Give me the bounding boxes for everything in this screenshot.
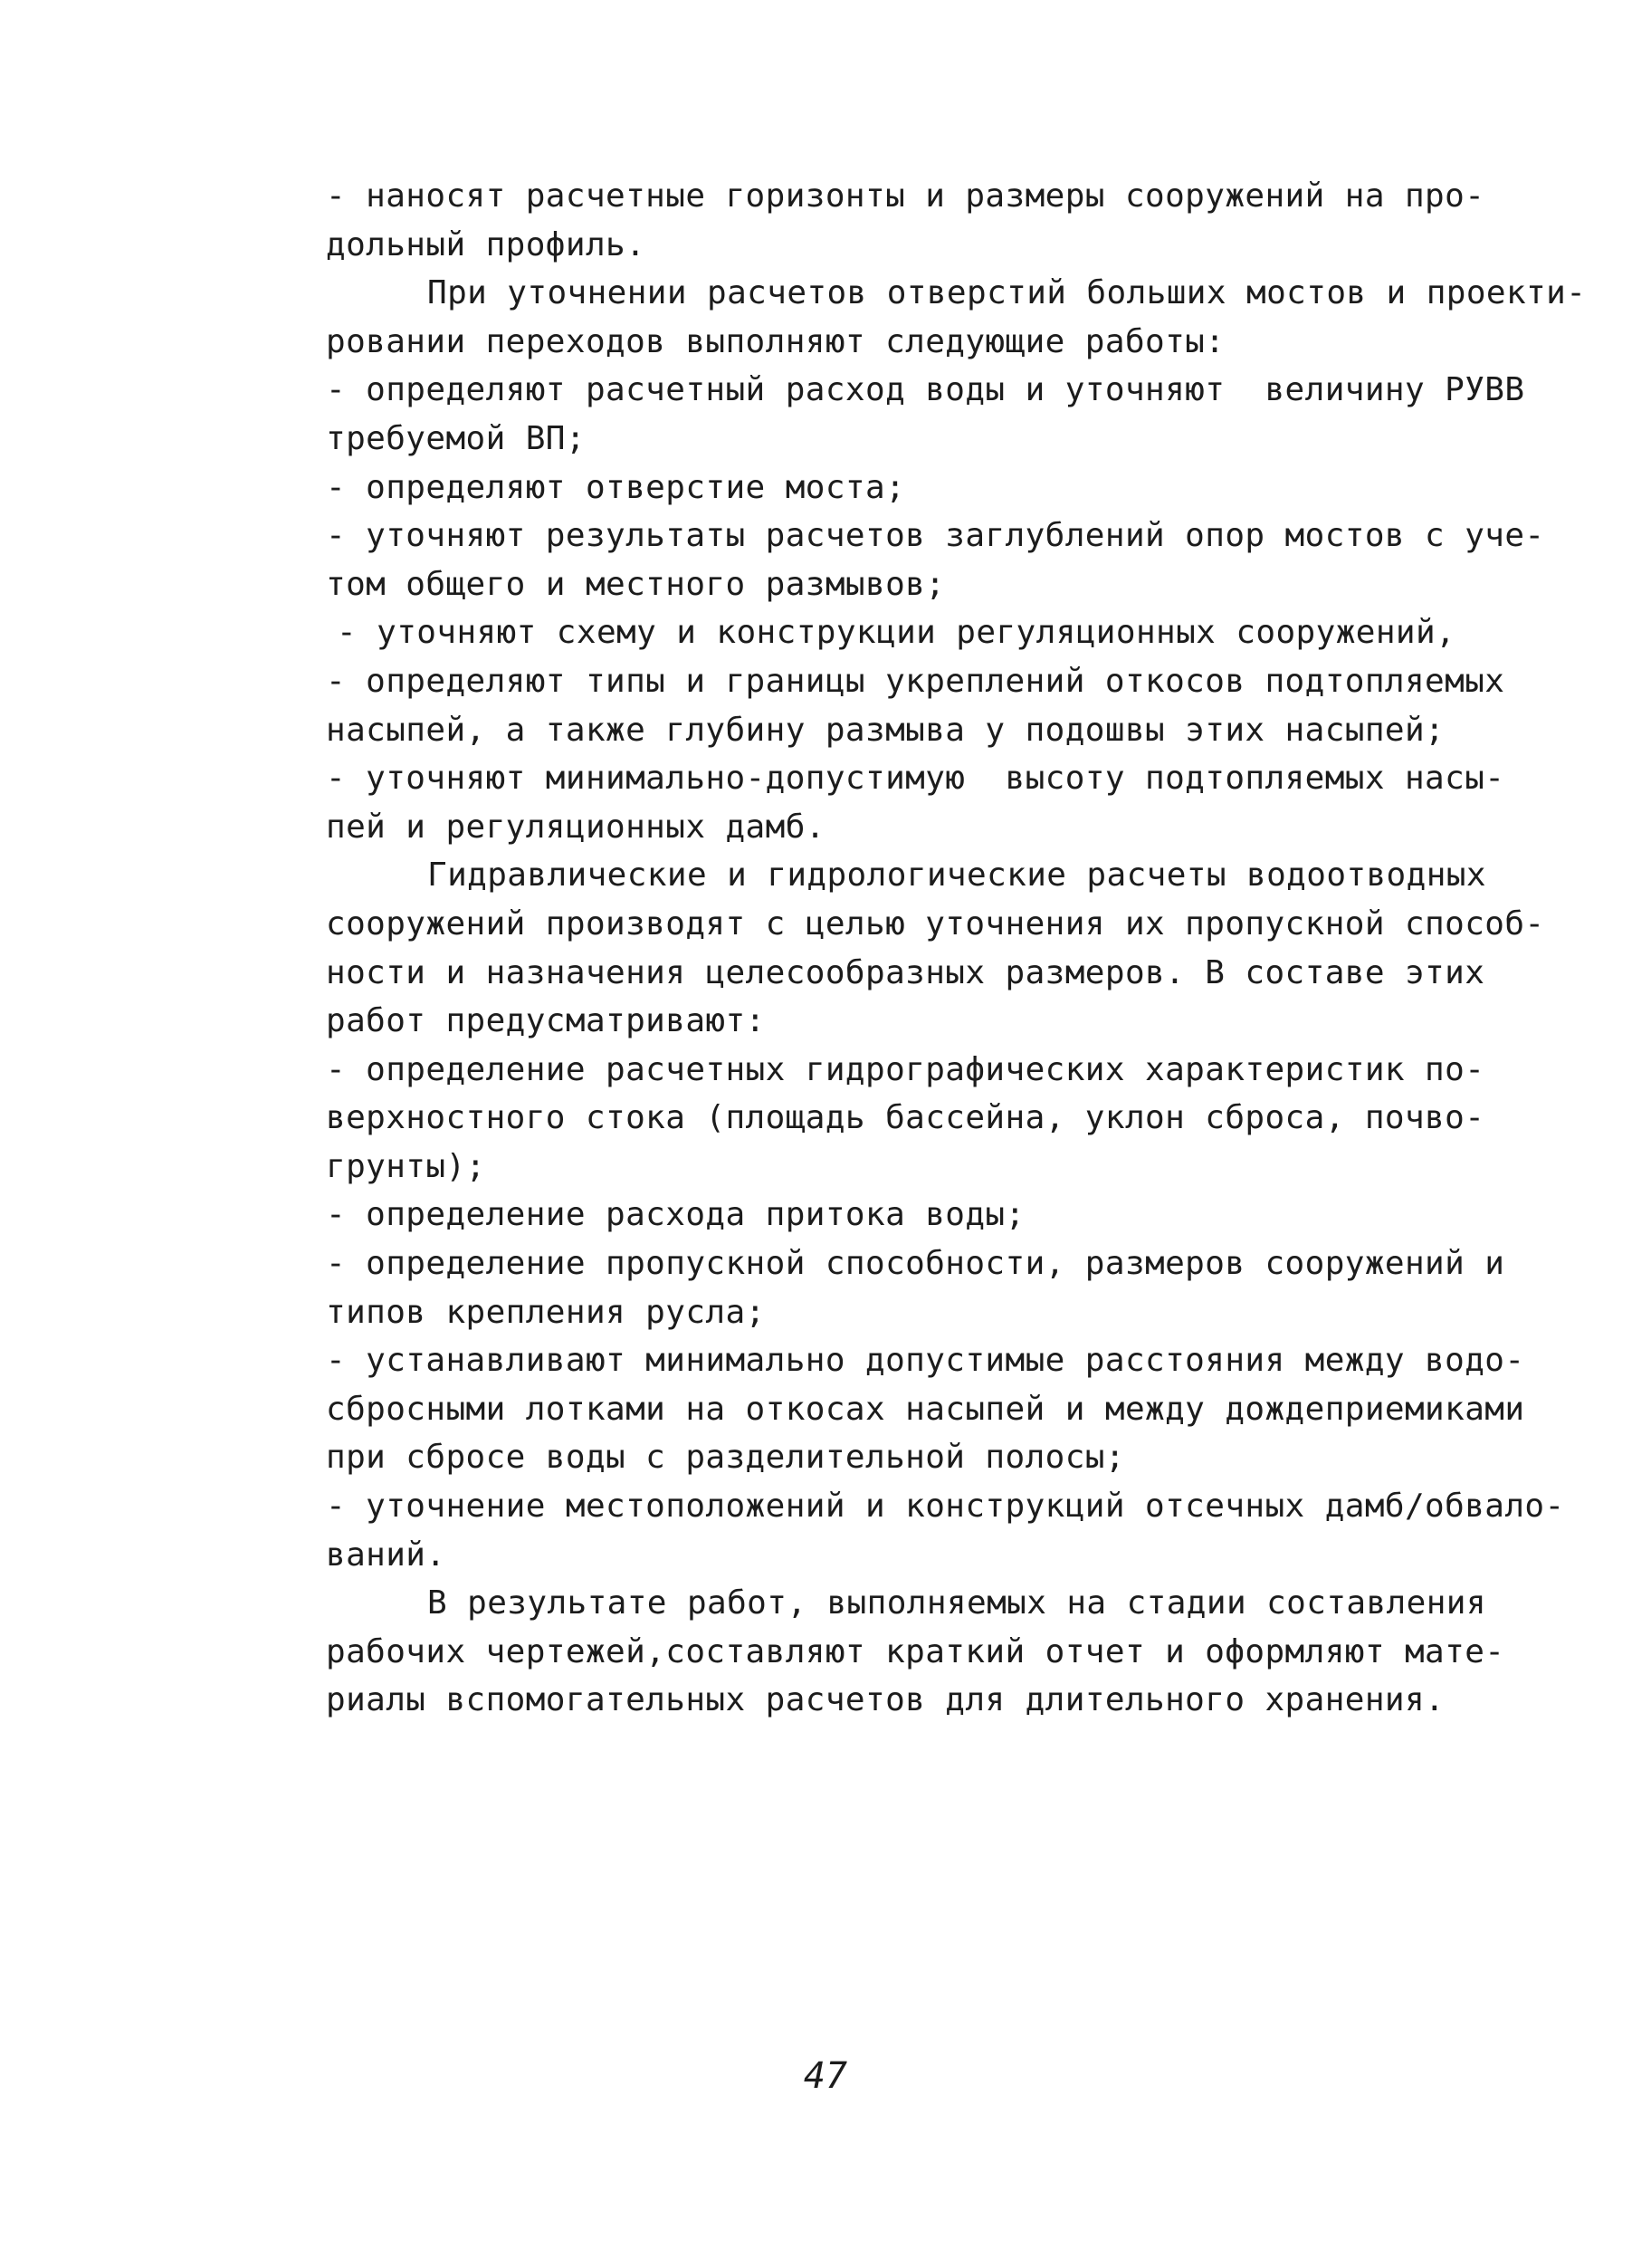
text-line: дольный профиль. <box>326 225 646 263</box>
text-line: при сбросе воды с разделительной полосы; <box>326 1439 1125 1477</box>
text-line: - определяют типы и границы укреплений откосов подтопляемых <box>326 662 1505 700</box>
text-line: рабочих чертежей,составляют краткий отчет и оформляют мате- <box>326 1632 1505 1670</box>
text-line: - уточняют минимально-допустимую высоту подтопляемых насы- <box>326 760 1505 798</box>
text-line: - определение расхода притока воды; <box>326 1196 1026 1234</box>
text-line: - наносят расчетные горизонты и размеры сооружений на про- <box>326 177 1485 215</box>
text-line: грунты); <box>326 1147 486 1185</box>
text-line: - устанавливают минимально допустимые расстояния между водо- <box>326 1342 1525 1380</box>
text-line: пей и регуляционных дамб. <box>326 808 826 846</box>
text-line: сбросными лотками на откосах насыпей и между дождеприемиками <box>326 1390 1525 1428</box>
text-line: - определение пропускной способности, размеров сооружений и <box>326 1245 1505 1283</box>
text-line: верхностного стока (площадь бассейна, уклон сброса, почво- <box>326 1099 1485 1137</box>
text-line: - уточняют результаты расчетов заглублений опор мостов с уче- <box>326 517 1545 555</box>
text-line: работ предусматривают: <box>326 1002 766 1040</box>
text-line: насыпей, а также глубину размыва у подошвы этих насыпей; <box>326 711 1446 749</box>
text-line: ности и назначения целесообразных размеров. В составе этих <box>326 953 1485 991</box>
text-line: - определяют расчетный расход воды и уточняют величину РУВВ <box>326 371 1525 409</box>
page-number: 47 <box>803 2055 848 2097</box>
text-line: том общего и местного размывов; <box>326 565 946 603</box>
text-line: ваний. <box>326 1536 446 1574</box>
text-line: ровании переходов выполняют следующие работы: <box>326 322 1226 360</box>
paragraph-start-line: При уточнении расчетов отверстий больших мостов и проекти- <box>427 274 1587 312</box>
body-text <box>326 172 1611 1725</box>
text-line: типов крепления русла; <box>326 1293 766 1331</box>
text-line: - определяют отверстие моста; <box>326 468 906 506</box>
text-line: - уточнение местоположений и конструкций отсечных дамб/обвало- <box>326 1488 1565 1526</box>
text-line: сооружений производят с целью уточнения их пропускной способ- <box>326 904 1545 943</box>
paragraph-start-line: В результате работ, выполняемых на стадии составления <box>427 1584 1486 1622</box>
text-line: - определение расчетных гидрографических характеристик по- <box>326 1050 1485 1088</box>
text-line: требуемой ВП; <box>326 419 586 457</box>
text-line: риалы вспомогательных расчетов для длительного хранения. <box>326 1681 1446 1719</box>
text-line: - уточняют схему и конструкции регуляционных сооружений, <box>337 614 1456 652</box>
paragraph-start-line: Гидравлические и гидрологические расчеты водоотводных <box>427 856 1486 895</box>
